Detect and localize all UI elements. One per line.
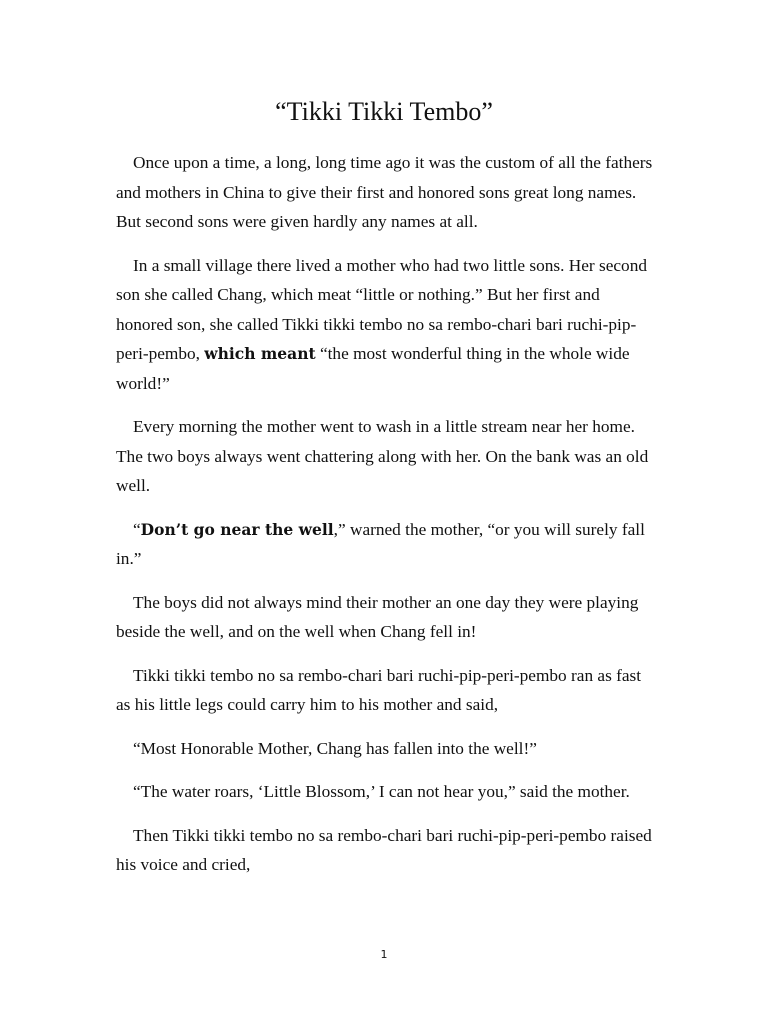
paragraph-warning-bold: Don’t go near the well (140, 519, 334, 539)
paragraph-warning-text-end: ,” warned the mother, “or you will surely fall in.” (116, 519, 645, 568)
paragraph-morning-stream: Every morning the mother went to wash in a little stream near her home. The two boys always went chattering along with her. On the bank was an old well. (116, 417, 649, 495)
paragraph-water-roars: “The water roars, ‘Little Blossom,’ I can not hear you,” said the mother. (133, 782, 630, 801)
paragraph-runs-to-mother: Tikki tikki tembo no sa rembo-chari bari ruchi-pip-peri-pembo ran as fast as his little legs could carry him to his mother and said, (116, 665, 642, 714)
paragraph-most-honorable-mother: “Most Honorable Mother, Chang has fallen into the well!” (133, 738, 537, 758)
paragraph-two-sons-text-end: “the most wonderful thing in the whole wide world!” (116, 344, 630, 393)
story-body (116, 148, 656, 894)
paragraph-two-sons-text-start: In a small village there lived a mother who had two little sons. Her second son she called Chang, which meat “little or nothing.” But her first and honored son, she called Tikki tikki tembo no sa rembo-chari bari ruchi-pip-peri-pembo, (116, 255, 647, 363)
paragraph-warning-text-start: “ (133, 519, 141, 539)
paragraph-chang-falls: The boys did not always mind their mother an one day they were playing beside the well, and on the well when Chang fell in! (116, 592, 639, 641)
page-number: 1 (380, 948, 388, 961)
paragraph-two-sons-bold: which meant (204, 344, 316, 363)
paragraph-warning (116, 515, 656, 574)
story-title: “Tikki Tikki Tembo” (275, 97, 493, 126)
paragraph-custom-of-names: Once upon a time, a long, long time ago it was the custom of all the fathers and mothers in China to give their first and honored sons great long names. But second sons were given hardly any names at all. (116, 153, 653, 231)
paragraph-two-sons (116, 251, 656, 399)
paragraph-raised-voice: Then Tikki tikki tembo no sa rembo-chari bari ruchi-pip-peri-pembo raised his voice and cried, (116, 825, 652, 874)
